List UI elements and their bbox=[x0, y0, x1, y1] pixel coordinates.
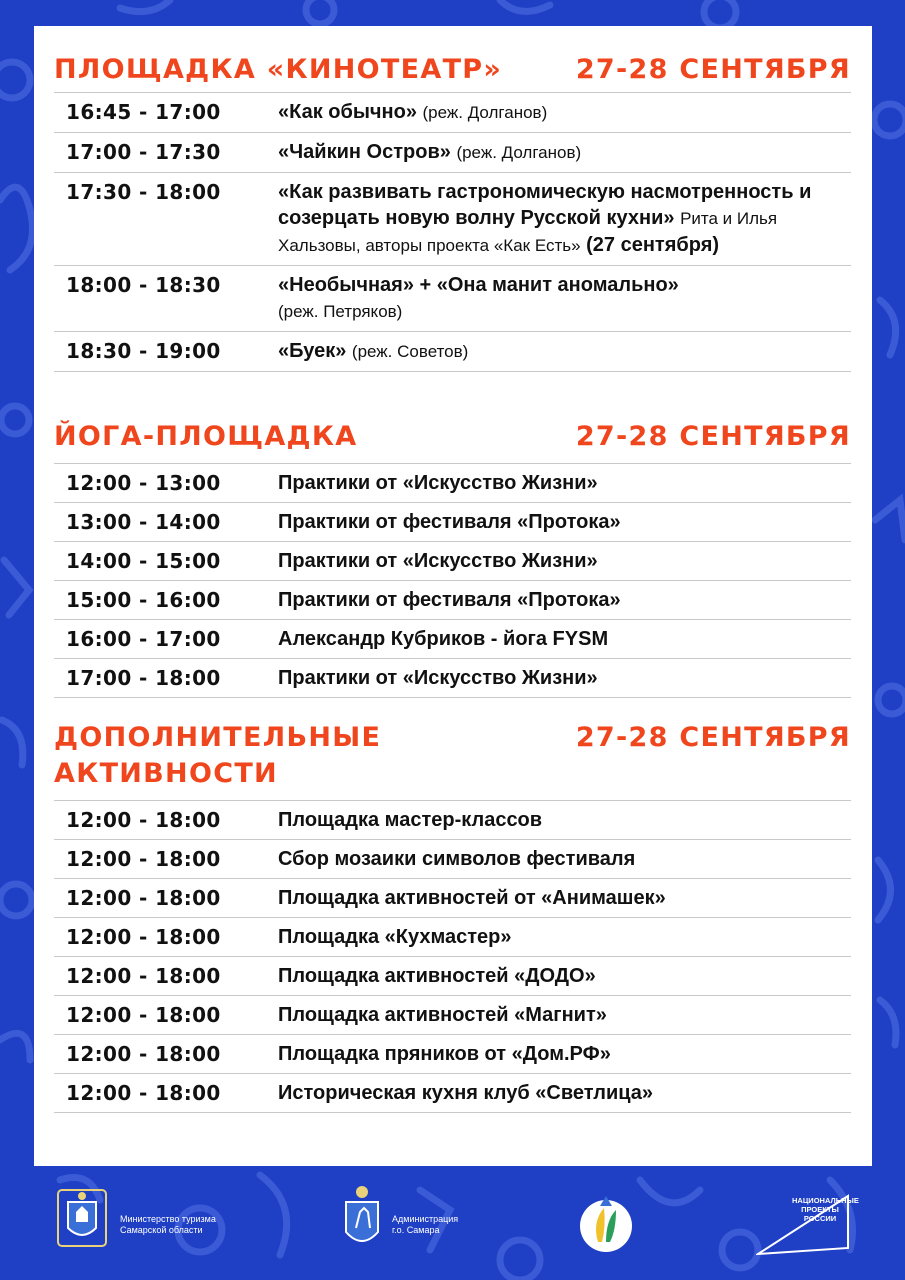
festival-emblem-icon bbox=[578, 1192, 634, 1254]
event-title: «Как развивать гастрономическую насмотренность и созерцать новую волну Русской кухни» bbox=[278, 181, 812, 229]
time-range: 12:00 - 18:00 bbox=[66, 1081, 221, 1105]
event-description: Площадка активностей «Магнит» bbox=[278, 1004, 607, 1026]
event-description: Практики от фестиваля «Протока» bbox=[278, 589, 621, 611]
section-title: ЙОГА-ПЛОЩАДКА bbox=[54, 421, 358, 452]
time-range: 16:00 - 17:00 bbox=[66, 627, 221, 651]
schedule-card bbox=[34, 26, 872, 1166]
event-description: Сбор мозаики символов фестиваля bbox=[278, 848, 636, 870]
section-date: 27-28 СЕНТЯБРЯ bbox=[575, 722, 851, 753]
time-range: 18:30 - 19:00 bbox=[66, 339, 221, 363]
logo-caption-line: Администрация bbox=[392, 1214, 459, 1224]
time-range: 17:00 - 18:00 bbox=[66, 666, 221, 690]
table-row bbox=[54, 266, 851, 332]
logo-caption-line: Министерство туризма bbox=[120, 1214, 216, 1224]
table-row bbox=[54, 1035, 851, 1074]
event-description: Историческая кухня клуб «Светлица» bbox=[278, 1082, 654, 1104]
event-title: «Необычная» + «Она манит аномально» bbox=[278, 274, 679, 296]
section-header bbox=[54, 419, 851, 463]
logo-caption bbox=[120, 1214, 216, 1236]
event-note: (реж. Долганов) bbox=[422, 103, 548, 122]
event-note: (реж. Долганов) bbox=[456, 143, 582, 162]
time-range: 12:00 - 18:00 bbox=[66, 847, 221, 871]
section-header bbox=[54, 52, 851, 92]
section-title: ПЛОЩАДКА «КИНОТЕАТР» bbox=[54, 54, 503, 85]
table-row bbox=[54, 542, 851, 581]
time-range: 18:00 - 18:30 bbox=[66, 273, 221, 297]
table-row bbox=[54, 801, 851, 840]
logo-caption bbox=[392, 1214, 458, 1236]
table-row bbox=[54, 659, 851, 698]
time-range: 12:00 - 18:00 bbox=[66, 964, 221, 988]
event-note: Рита и Илья Хальзовы, авторы проекта «Как Есть» bbox=[278, 209, 778, 255]
event-description: Площадка активностей «ДОДО» bbox=[278, 965, 596, 987]
time-range: 12:00 - 18:00 bbox=[66, 1003, 221, 1027]
time-range: 12:00 - 18:00 bbox=[66, 886, 221, 910]
table-row bbox=[54, 620, 851, 659]
section-extra-activities bbox=[54, 720, 851, 1113]
footer-logos bbox=[0, 1170, 905, 1280]
section-date: 27-28 СЕНТЯБРЯ bbox=[575, 421, 851, 452]
samara-city-coat-of-arms-icon bbox=[342, 1184, 382, 1252]
event-note: (реж. Петряков) bbox=[278, 302, 403, 321]
section-header bbox=[54, 720, 851, 800]
samara-region-coat-of-arms-icon bbox=[52, 1186, 112, 1250]
time-range: 16:45 - 17:00 bbox=[66, 100, 221, 124]
logo-caption-line: Самарской области bbox=[120, 1225, 203, 1235]
table-row bbox=[54, 173, 851, 266]
logo-caption-line: г.о. Самара bbox=[392, 1225, 440, 1235]
event-note: (реж. Советов) bbox=[351, 342, 469, 361]
event-description: Практики от «Искусство Жизни» bbox=[278, 550, 598, 572]
table-row bbox=[54, 581, 851, 620]
table-row bbox=[54, 1074, 851, 1113]
np-caption-line: НАЦИОНАЛЬНЫЕ bbox=[792, 1196, 859, 1205]
national-projects-caption bbox=[792, 1196, 859, 1223]
event-title: «Как обычно» bbox=[278, 101, 417, 123]
time-range: 15:00 - 16:00 bbox=[66, 588, 221, 612]
event-description bbox=[278, 139, 851, 166]
event-description: Площадка активностей от «Анимашек» bbox=[278, 887, 666, 909]
event-description: Площадка пряников от «Дом.РФ» bbox=[278, 1043, 611, 1065]
event-description: Практики от «Искусство Жизни» bbox=[278, 472, 598, 494]
event-description: Площадка «Кухмастер» bbox=[278, 926, 512, 948]
table-row bbox=[54, 503, 851, 542]
table-row bbox=[54, 93, 851, 133]
time-range: 12:00 - 18:00 bbox=[66, 808, 221, 832]
event-description bbox=[278, 272, 851, 325]
schedule-table bbox=[54, 463, 851, 698]
table-row bbox=[54, 332, 851, 372]
time-range: 12:00 - 18:00 bbox=[66, 925, 221, 949]
event-description bbox=[278, 99, 851, 126]
section-title: ДОПОЛНИТЕЛЬНЫЕ АКТИВНОСТИ bbox=[54, 722, 382, 789]
event-description: Практики от фестиваля «Протока» bbox=[278, 511, 621, 533]
time-range: 12:00 - 18:00 bbox=[66, 1042, 221, 1066]
table-row bbox=[54, 879, 851, 918]
event-description: Площадка мастер-классов bbox=[278, 809, 543, 831]
table-row bbox=[54, 957, 851, 996]
schedule-table bbox=[54, 800, 851, 1113]
table-row bbox=[54, 918, 851, 957]
section-cinema bbox=[54, 52, 851, 372]
table-row bbox=[54, 464, 851, 503]
np-caption-line: ПРОЕКТЫ bbox=[801, 1205, 839, 1214]
section-date: 27-28 СЕНТЯБРЯ bbox=[575, 54, 851, 85]
event-title: «Буек» bbox=[278, 340, 347, 362]
schedule-table bbox=[54, 92, 851, 372]
time-range: 17:00 - 17:30 bbox=[66, 140, 221, 164]
table-row bbox=[54, 133, 851, 173]
event-description: Александр Кубриков - йога FYSM bbox=[278, 628, 609, 650]
event-date-note: (27 сентября) bbox=[586, 234, 720, 256]
event-title: «Чайкин Остров» bbox=[278, 141, 451, 163]
event-description bbox=[278, 179, 851, 259]
table-row bbox=[54, 996, 851, 1035]
event-description: Практики от «Искусство Жизни» bbox=[278, 667, 598, 689]
event-description bbox=[278, 338, 851, 365]
time-range: 17:30 - 18:00 bbox=[66, 180, 221, 204]
time-range: 13:00 - 14:00 bbox=[66, 510, 221, 534]
table-row bbox=[54, 840, 851, 879]
time-range: 12:00 - 13:00 bbox=[66, 471, 221, 495]
time-range: 14:00 - 15:00 bbox=[66, 549, 221, 573]
section-yoga bbox=[54, 419, 851, 698]
np-caption-line: РОССИИ bbox=[803, 1214, 837, 1223]
